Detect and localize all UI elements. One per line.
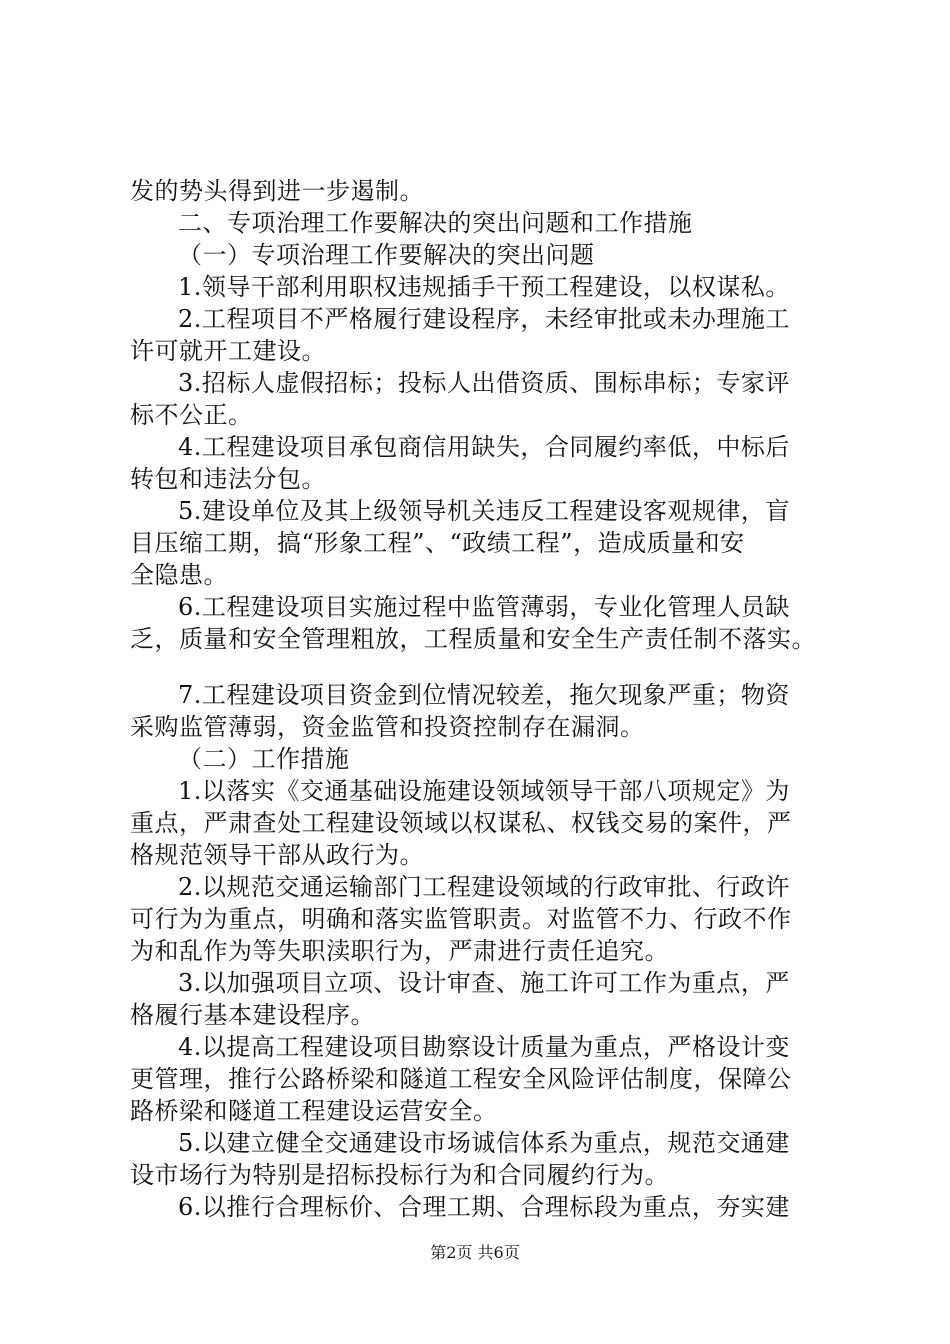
text-line: 5.以建立健全交通建设市场诚信体系为重点，规范交通建 <box>178 1129 790 1157</box>
text-line: 目压缩工期，搞“形象工程”、“政绩工程”，造成质量和安 <box>130 529 745 557</box>
text-line: 采购监管薄弱，资金监管和投资控制存在漏洞。 <box>130 713 645 741</box>
text-line: 格履行基本建设程序。 <box>130 1001 375 1029</box>
text-line: 6.工程建设项目实施过程中监管薄弱，专业化管理人员缺 <box>178 593 790 621</box>
page-number: 第2页 共6页 <box>430 1243 520 1262</box>
text-line: 格规范领导干部从政行为。 <box>130 841 424 869</box>
text-line: 更管理，推行公路桥梁和隧道工程安全风险评估制度，保障公 <box>130 1065 792 1093</box>
text-line: 乏，质量和安全管理粗放，工程质量和安全生产责任制不落实。 <box>130 625 816 653</box>
text-line: 可行为为重点，明确和落实监管职责。对监管不力、行政不作 <box>130 905 792 933</box>
text-line: 标不公正。 <box>130 401 253 429</box>
text-line: 5.建设单位及其上级领导机关违反工程建设客观规律，盲 <box>178 497 790 525</box>
text-line: 3.以加强项目立项、设计审查、施工许可工作为重点，严 <box>178 969 790 997</box>
text-line: 2.工程项目不严格履行建设程序，未经审批或未办理施工 <box>178 305 790 333</box>
text-line: 3.招标人虚假招标；投标人出借资质、围标串标；专家评 <box>178 369 790 397</box>
text-line: 7.工程建设项目资金到位情况较差，拖欠现象严重；物资 <box>178 681 790 709</box>
text-line: 4.以提高工程建设项目勘察设计质量为重点，严格设计变 <box>178 1033 790 1061</box>
text-line: 设市场行为特别是招标投标行为和合同履约行为。 <box>130 1161 669 1189</box>
text-line: 4.工程建设项目承包商信用缺失，合同履约率低，中标后 <box>178 433 790 461</box>
section-heading: 二、专项治理工作要解决的突出问题和工作措施 <box>178 209 693 237</box>
subsection-heading: （二）工作措施 <box>178 745 350 773</box>
text-line: 1.领导干部利用职权违规插手干预工程建设，以权谋私。 <box>178 273 790 301</box>
text-line: 6.以推行合理标价、合理工期、合理标段为重点，夯实建 <box>178 1193 790 1221</box>
subsection-heading: （一）专项治理工作要解决的突出问题 <box>178 241 595 269</box>
text-line: 发的势头得到进一步遏制。 <box>130 177 424 205</box>
text-line: 全隐患。 <box>130 561 228 589</box>
text-line: 为和乱作为等失职渎职行为，严肃进行责任追究。 <box>130 937 669 965</box>
text-line: 许可就开工建设。 <box>130 337 326 365</box>
text-line: 路桥梁和隧道工程建设运营安全。 <box>130 1097 498 1125</box>
text-line: 1.以落实《交通基础设施建设领域领导干部八项规定》为 <box>178 777 790 805</box>
text-line: 转包和违法分包。 <box>130 465 326 493</box>
text-line: 重点，严肃查处工程建设领域以权谋私、权钱交易的案件，严 <box>130 809 792 837</box>
text-line: 2.以规范交通运输部门工程建设领域的行政审批、行政许 <box>178 873 790 901</box>
